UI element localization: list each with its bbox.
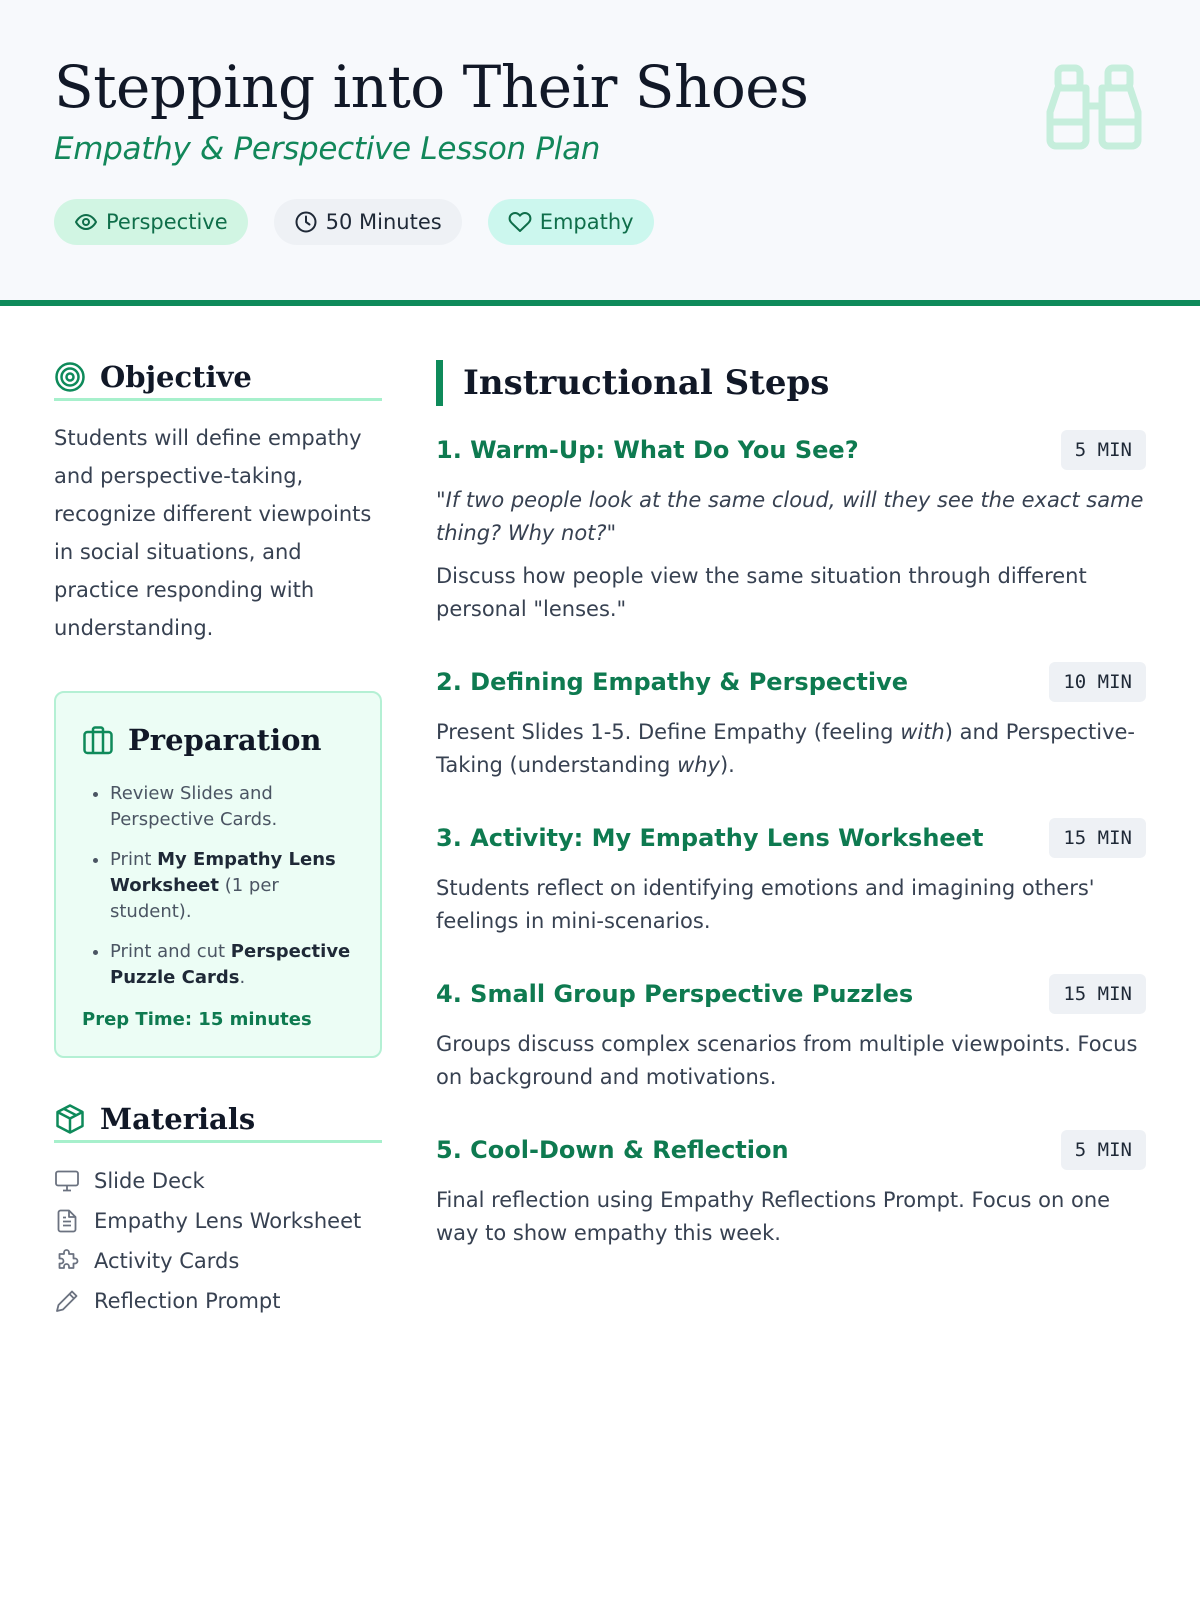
step-item [436, 430, 1146, 626]
preparation-list [82, 781, 354, 991]
document-icon [54, 1208, 80, 1234]
step-description: Present Slides 1-5. Define Empathy (feeling with) and Perspective-Taking (understanding why). [436, 720, 1136, 777]
objective-text: Students will define empathy and perspective-taking, recognize different viewpoints in social situations, and practice responding with understanding. [54, 426, 372, 640]
materials-section [54, 1102, 382, 1321]
pencil-icon [54, 1288, 80, 1314]
lesson-header [0, 0, 1200, 306]
materials-title: Materials [100, 1102, 256, 1136]
list-item [54, 1241, 382, 1281]
tag-duration [274, 199, 462, 245]
briefcase-icon [82, 724, 114, 756]
step-quote: "If two people look at the same cloud, will they see the exact same thing? Why not?" [436, 488, 1144, 545]
box-icon [54, 1103, 86, 1135]
monitor-icon [54, 1168, 80, 1194]
step-item [436, 662, 1146, 782]
binoculars-icon [1044, 62, 1144, 152]
preparation-header [82, 723, 354, 757]
step-item [436, 974, 1146, 1094]
step-item [436, 1130, 1146, 1250]
steps-list [436, 430, 1146, 1250]
tag-label: 50 Minutes [325, 209, 442, 234]
tag-empathy [488, 199, 654, 245]
step-duration-badge: 10 MIN [1049, 662, 1146, 702]
list-item [54, 1161, 382, 1201]
preparation-title: Preparation [128, 723, 322, 757]
step-description: Groups discuss complex scenarios from multiple viewpoints. Focus on background and motivations. [436, 1032, 1138, 1089]
heart-icon [508, 210, 532, 234]
tag-list [54, 199, 1146, 245]
page-title: Stepping into Their Shoes [54, 53, 809, 121]
step-duration-badge: 5 MIN [1061, 1130, 1146, 1170]
eye-icon [74, 210, 98, 234]
preparation-card [54, 691, 382, 1058]
preparation-item: • Print and cut Perspective Puzzle Cards. [110, 939, 354, 991]
objective-section [54, 360, 382, 647]
instructional-steps [436, 360, 1146, 1321]
materials-header [54, 1102, 382, 1143]
puzzle-icon [54, 1248, 80, 1274]
list-item [54, 1201, 382, 1241]
step-duration-badge: 5 MIN [1061, 430, 1146, 470]
step-title: 4. Small Group Perspective Puzzles [436, 980, 914, 1008]
material-label: Activity Cards [94, 1249, 240, 1273]
step-duration-badge: 15 MIN [1049, 974, 1146, 1014]
preparation-item: • Print My Empathy Lens Worksheet (1 per student). [110, 847, 354, 925]
tag-perspective [54, 199, 248, 245]
steps-header [436, 360, 1146, 406]
steps-title: Instructional Steps [463, 363, 830, 403]
step-description: Final reflection using Empathy Reflections Prompt. Focus on one way to show empathy this week. [436, 1188, 1111, 1245]
step-duration-badge: 15 MIN [1049, 818, 1146, 858]
material-label: Slide Deck [94, 1169, 205, 1193]
step-description: Discuss how people view the same situation through different personal "lenses." [436, 564, 1087, 621]
page-subtitle: Empathy & Perspective Lesson Plan [54, 130, 601, 167]
clock-icon [294, 210, 318, 234]
objective-title: Objective [100, 360, 252, 394]
material-label: Reflection Prompt [94, 1289, 281, 1313]
step-description: Students reflect on identifying emotions and imagining others' feelings in mini-scenarios. [436, 876, 1095, 933]
target-icon [54, 361, 86, 393]
material-label: Empathy Lens Worksheet [94, 1209, 362, 1233]
step-title: 2. Defining Empathy & Perspective [436, 668, 909, 696]
prep-time: Prep Time: 15 minutes [82, 1009, 312, 1030]
step-item [436, 818, 1146, 938]
step-title: 1. Warm-Up: What Do You See? [436, 436, 859, 464]
preparation-item: • Review Slides and Perspective Cards. [110, 781, 354, 833]
tag-label: Empathy [539, 209, 634, 234]
step-title: 5. Cool-Down & Reflection [436, 1136, 789, 1164]
tag-label: Perspective [106, 209, 228, 234]
objective-header [54, 360, 382, 401]
step-title: 3. Activity: My Empathy Lens Worksheet [436, 824, 984, 852]
list-item [54, 1281, 382, 1321]
materials-list [54, 1161, 382, 1321]
